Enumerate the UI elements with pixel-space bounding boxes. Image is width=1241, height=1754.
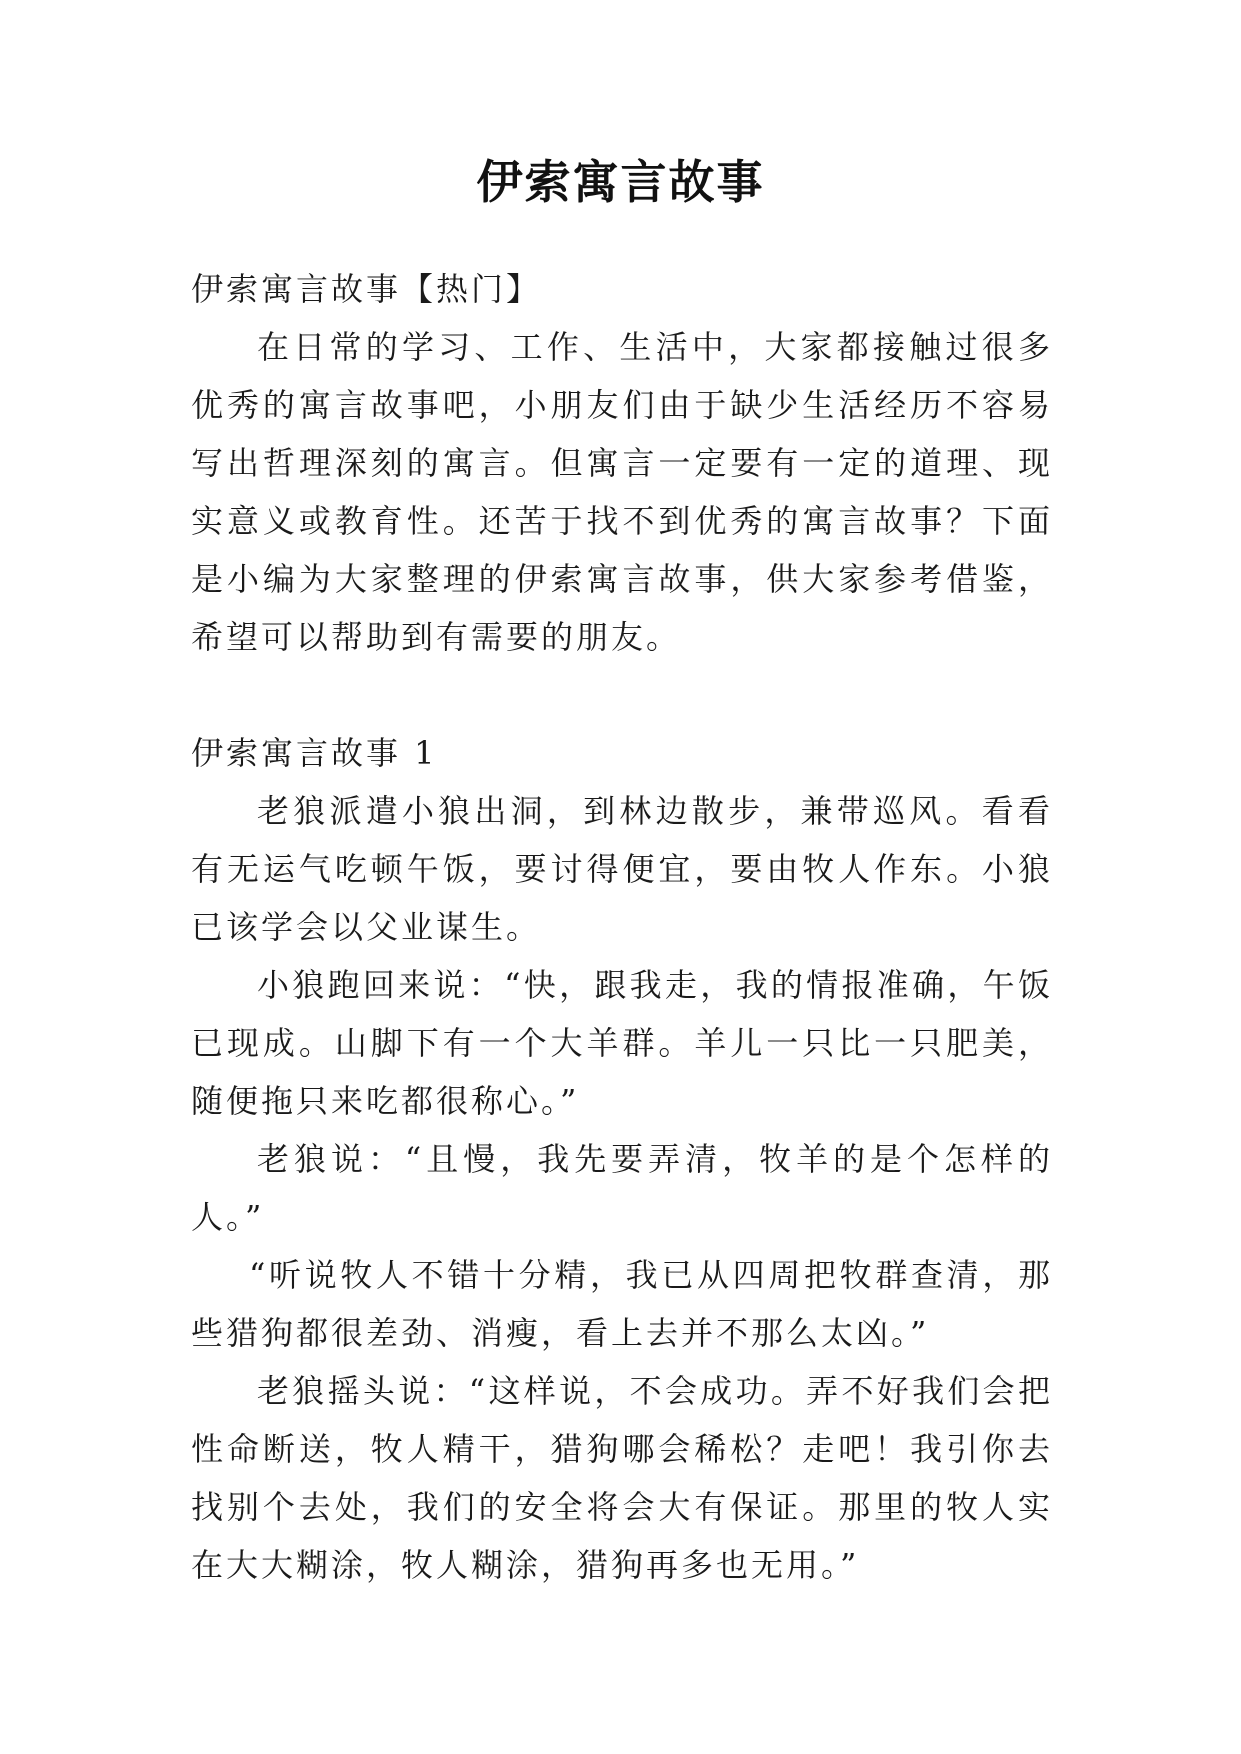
story1-paragraph: 小狼跑回来说：“快，跟我走，我的情报准确，午饭已现成。山脚下有一个大羊群。羊儿一只比一只肥美，随便拖只来吃都很称心。”: [191, 966, 1053, 1120]
story1-paragraph: 老狼派遣小狼出洞，到林边散步，兼带巡风。看看有无运气吃顿午饭，要讨得便宜，要由牧人作东。小狼已该学会以父业谋生。: [191, 792, 1053, 946]
document-body: [191, 260, 1053, 1594]
story1-heading: 伊索寓言故事 1: [191, 734, 438, 772]
document-title: 伊索寓言故事: [476, 155, 765, 209]
story1-paragraph: 老狼摇头说：“这样说，不会成功。弄不好我们会把性命断送，牧人精干，猎狗哪会稀松？走吧！我引你去找别个去处，我们的安全将会大有保证。那里的牧人实在大大糊涂，牧人糊涂，猎狗再多也无用。”: [191, 1372, 1053, 1584]
story1-paragraph: “听说牧人不错十分精，我已从四周把牧群查清，那些猎狗都很差劲、消瘦，看上去并不那么太凶。”: [191, 1256, 1053, 1352]
section-spacer: [191, 666, 1053, 724]
intro-paragraph: 在日常的学习、工作、生活中，大家都接触过很多优秀的寓言故事吧，小朋友们由于缺少生活经历不容易写出哲理深刻的寓言。但寓言一定要有一定的道理、现实意义或教育性。还苦于找不到优秀的寓言故事？下面是小编为大家整理的伊索寓言故事，供大家参考借鉴，希望可以帮助到有需要的朋友。: [191, 328, 1053, 656]
intro-heading: 伊索寓言故事【热门】: [191, 270, 542, 308]
story1-paragraph: 老狼说：“且慢，我先要弄清，牧羊的是个怎样的人。”: [191, 1140, 1053, 1236]
